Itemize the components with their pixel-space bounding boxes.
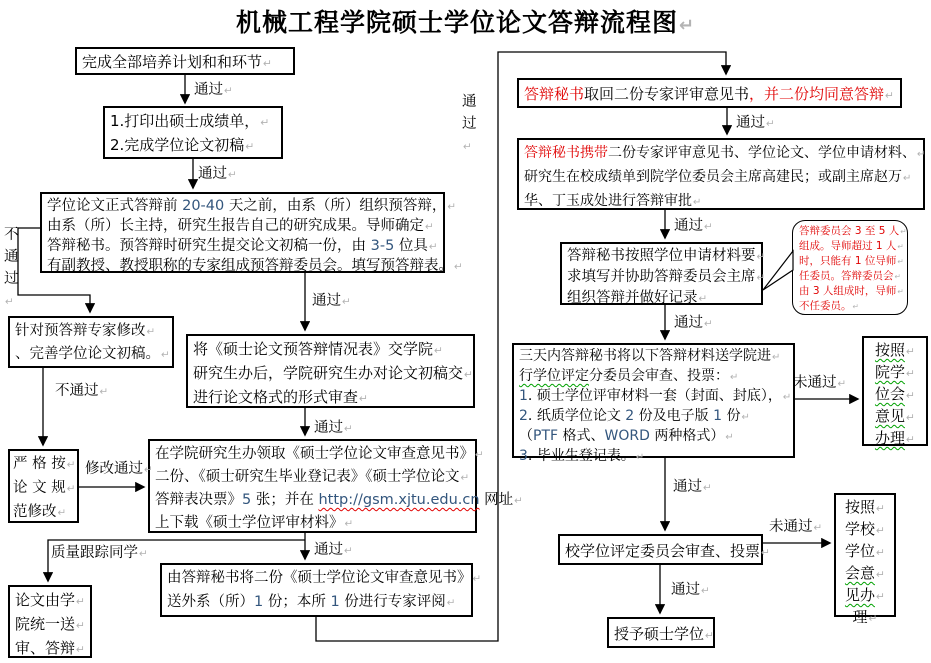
edge-label-pass: 通过 ↵ — [314, 418, 353, 439]
page-title: 机械工程学院硕士学位论文答辩流程图 ↵ — [0, 3, 931, 39]
edge-label-quality-tracking: 质量跟踪同学 ↵ — [51, 543, 148, 564]
edge-label-not-pass: 未通过 ↵ — [793, 373, 846, 394]
box-school-committee-vote: 校学位评定委员会审查、投票 ↵ — [558, 534, 763, 565]
box-revise-draft: 针对预答辩专家修改 ↵ 、完善学位论文初稿。 ↵ — [8, 316, 174, 368]
edge-label-pass: 通过 ↵ — [736, 113, 775, 134]
box-submit-defense-materials: 三天内答辩秘书将以下答辩材料送学院进 ↵ 行学位评定分委员会审查、投票： ↵ 1. 硕士学位评审材料一套（封面、封底）， ↵ 2. 纸质学位论文 2 份及电子版 1 份 ↵ （PTF 格式、WORD 两种格式） ↵ 3. 毕业生登记表。 ↵ — [512, 343, 795, 458]
edge-label-fail: 不通过 ↵ — [55, 381, 108, 402]
edge-label-fail-vertical: 不通过 ↵ — [4, 224, 20, 313]
edge-label-pass: 通过 ↵ — [671, 580, 710, 601]
callout-tail — [763, 251, 793, 290]
box-secretary-carry-materials: 答辩秘书携带二份专家评审意见书、学位论文、学位申请材料、 ↵ 研究生在校成绩单到院学位委员会主席高建民；或副主席赵万 ↵ 华、丁玉成处进行答辩审批 ↵ — [517, 138, 925, 210]
edge-label-pass: 通过 ↵ — [674, 216, 713, 237]
box-college-opinion-handle: 按照 ↵ 院学 ↵ 位会 ↵ 意见 ↵ 办理 ↵ — [862, 336, 928, 446]
edge-label-pass: 通过 ↵ — [674, 313, 713, 334]
edge-label-pass: 通过 ↵ — [314, 540, 353, 561]
box-pre-defense-organization: 学位论文正式答辩前 20-40 天之前，由系（所）组织预答辩， ↵ 由系（所）长主持，研究生报告自己的研究成果。导师确定 ↵ 答辩秘书。预答辩时研究生提交论文初稿一份，由 3-5 位具 ↵ 有副教授、教授职称的专家组成预答辩委员会。填写预答辩表。 ↵ — [40, 192, 445, 273]
edge-label-pass: 通过 ↵ — [312, 291, 351, 312]
callout-committee-note: 答辩委员会 3 至 5 人 ↵ 组成。导师超过 1 人 ↵ 时，只能有 1 位导师 ↵ 任委员。答辩委员会 ↵ 由 3 人组成时，导师 ↵ 不任委员。 ↵ — [792, 220, 908, 315]
edge-label-pass-vertical: 通过 ↵ — [462, 91, 478, 158]
box-send-review-books: 由答辩秘书将二份《硕士学位论文审查意见书》 ↵ 送外系（所）1 份；本所 1 份进行专家评阅 ↵ — [160, 563, 473, 617]
box-award-degree: 授予硕士学位 ↵ — [607, 617, 715, 648]
box-submit-predefense-form: 将《硕士论文预答辩情况表》交学院 ↵ 研究生办后，学院研究生办对论文初稿交 ↵ 进行论文格式的形式审查 ↵ — [186, 334, 475, 408]
edge-label-pass: 通过 ↵ — [673, 477, 712, 498]
box-print-transcript: 1.打印出硕士成绩单， ↵ 2.完成学位论文初稿 ↵ — [103, 106, 283, 159]
box-collect-materials: 在学院研究生办领取《硕士学位论文审查意见书》 ↵ 二份、《硕士研究生毕业登记表》《硕士学位论文 ↵ 答辩表决票》5 张；并在 http://gsm.xjtu.edu.cn 网址 ↵ 上下载《硕士学位评审材料》 ↵ — [148, 439, 477, 533]
edge-label-pass: 通过 ↵ — [198, 164, 237, 185]
box-secretary-fill-record: 答辩秘书按照学位申请材料要 ↵ 求填写并协助答辩委员会主席 ↵ 组织答辩并做好记录 ↵ — [560, 242, 763, 305]
box-complete-training: 完成全部培养计划和和环节 ↵ — [75, 47, 295, 75]
box-college-unified-review: 论文由学 ↵ 院统一送 ↵ 审、答辩 ↵ — [8, 585, 92, 658]
box-school-opinion-handle: 按照 ↵ 学校 ↵ 学位 ↵ 会意 ↵ 见办 ↵ 理 ↵ — [834, 493, 896, 617]
edge-label-revision-pass: 修改通过 ↵ — [85, 459, 153, 480]
box-retrieve-expert-opinions: 答辩秘书取回二份专家评审意见书，并二份均同意答辩 ↵ — [517, 78, 902, 108]
box-strict-revision: 严 格 按 ↵ 论 文 规 ↵ 范修改 ↵ — [8, 449, 79, 523]
edge-label-pass: 通过 ↵ — [194, 80, 233, 101]
edge-label-not-pass: 未通过 ↵ — [769, 517, 822, 538]
